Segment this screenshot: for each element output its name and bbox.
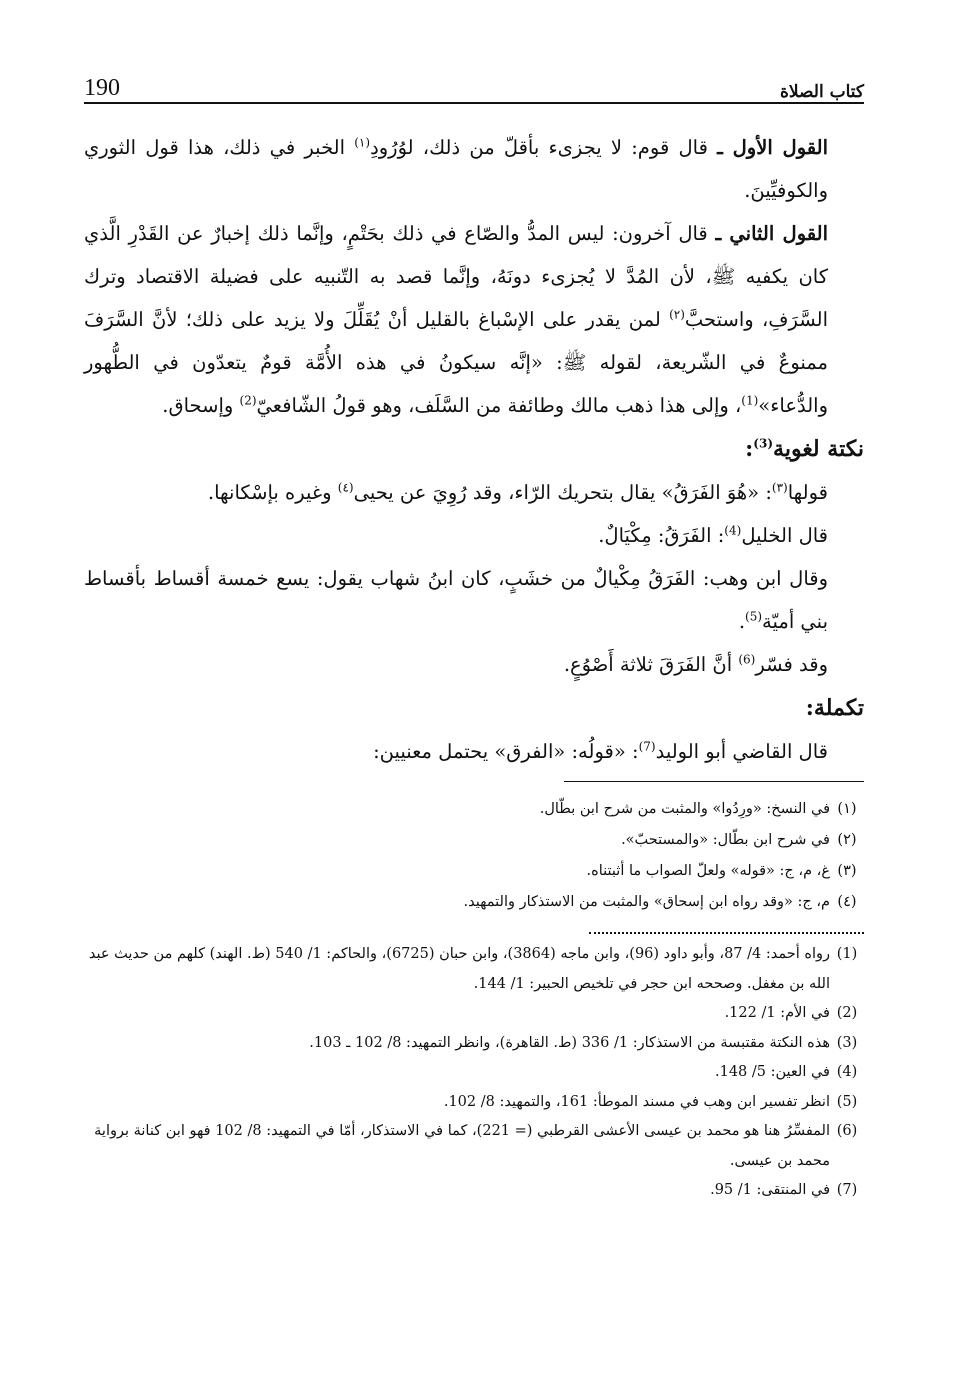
footnote-text: انظر تفسير ابن وهب في مسند الموطأ: 161، والتمهيد: 8/ 102. (443, 1093, 830, 1110)
note-text: أنَّ الفَرَقَ ثلاثة أَصْوُعٍ. (563, 653, 733, 676)
footnote-ref: (4) (724, 523, 742, 538)
footnote-text: هذه النكتة مقتبسة من الاستذكار: 1/ 336 (ط. القاهرة)، وانظر التمهيد: 8/ 102 ـ 103. (309, 1034, 830, 1051)
section-heading-completion: تكملة: (805, 695, 864, 721)
footnote-item (84, 999, 864, 1029)
footnote-ref: (6) (738, 652, 756, 667)
footnote-ref: (١) (354, 135, 371, 150)
footnote-item (84, 1117, 864, 1176)
footnote-number: (٤) (837, 894, 857, 910)
footnote-text: في العين: 5/ 148. (714, 1064, 830, 1080)
footnote-item (84, 1088, 864, 1118)
footnote-number: (4) (836, 1064, 858, 1080)
footnote-item (84, 887, 864, 918)
footnote-number: (٢) (837, 832, 857, 848)
footnote-text: في المنتقى: 1/ 95. (710, 1182, 830, 1198)
note-text: قال الخليل (741, 524, 828, 547)
opinion-2-text-1: قال آخرون: ليس المدُّ والصّاع في ذلك بحَتْمٍ، وإنَّما ذلك إخبارٌ عن القَدْرِ الَّذي كان يكفيه ﷺ، لأن المُدَّ لا يُجزىء دونَهُ، وإنَّما قصد به التّنبيه على فضيلة الاقتصاد وترك السَّرَفِ، واستحبَّ (84, 222, 829, 331)
section-heading-linguistic-note (84, 427, 864, 471)
footnote-item (84, 856, 864, 887)
main-text (84, 126, 864, 773)
opinion-1-paragraph (84, 126, 864, 212)
opinion-1-label: القول الأول ـ (717, 136, 828, 159)
footnote-ref: (7) (638, 739, 656, 754)
footnote-ref: (٢) (669, 307, 685, 322)
footnote-ref: (٤) (337, 480, 354, 495)
book-page (84, 66, 864, 1206)
opinion-2-paragraph (84, 212, 864, 427)
footnote-text: المفسِّرُ هنا هو محمد بن عيسى الأعشى القرطبي (= 221)، كما في الاستذكار، أمّا في التمهيد: 8/ 102 فهو ابن كنانة برواية محمد بن عيسى. (94, 1123, 830, 1169)
footnote-item (84, 1176, 864, 1206)
footnote-number: (3) (836, 1034, 858, 1051)
footnote-item (84, 940, 864, 999)
completion-text: قال القاضي أبو الوليد (655, 740, 828, 763)
footnote-ref: (3) (753, 436, 774, 451)
opinion-2-text-4: وإسحاق. (162, 394, 234, 417)
source-footnotes (84, 940, 864, 1206)
footnote-ref: (1) (741, 393, 759, 408)
variant-footnotes (84, 794, 864, 918)
footnote-ref: (5) (745, 609, 763, 624)
note-text: : «هُوَ الفَرَقُ» يقال بتحريك الرّاء، وقد رُوِيَ عن يحيى (353, 481, 772, 504)
footnote-number: (2) (836, 1005, 858, 1021)
opinion-1-rest: الخبر في ذلك، هذا قول الثوري والكوفيِّينَ. (84, 136, 828, 202)
footnote-text: رواه أحمد: 4/ 87، وأبو داود (96)، وابن ماجه (3864)، وابن حبان (6725)، والحاكم: 1/ 540 (ط. الهند) كلهم من حديث عبد الله بن مغفل. وصححه ابن حجر في تلخيص الحبير: 1/ 144. (88, 946, 830, 992)
chapter-title: كتاب الصلاة (779, 82, 864, 102)
note-line (84, 514, 864, 557)
footnote-item (84, 825, 864, 856)
footnote-separator (564, 781, 864, 782)
dotted-separator (589, 932, 864, 934)
section-heading-text: نكتة لغوية (773, 436, 864, 462)
footnote-number: (5) (836, 1093, 858, 1110)
note-line (84, 557, 864, 643)
note-text: قولها (787, 481, 828, 504)
footnote-number: (6) (836, 1123, 858, 1139)
footnote-number: (١) (837, 801, 857, 817)
note-text: : الفَرَقُ: مِكْيَالٌ. (598, 524, 725, 547)
footnote-ref: (2) (239, 393, 257, 408)
footnote-text: غ، م، ج: «قوله» ولعلّ الصواب ما أثبتناه. (586, 863, 830, 879)
note-line (84, 643, 864, 686)
footnote-number: (٣) (837, 863, 857, 879)
opinion-1-text: قال قوم: لا يجزىء بأقلّ من ذلك، لوُرُودِ (370, 136, 708, 159)
opinion-2-text-2: لمن يقدر على الإسْباغ بالقليل أنْ يُقَلِّلَ ولا يزيد على ذلك؛ لأنَّ السَّرَفَ ممنوعٌ في الشّريعة، لقوله ﷺ: «إنَّه سيكونُ في هذه الأُمَّة قومٌ يتعدّون في الطُّهور والدُّعاء» (84, 308, 828, 417)
footnote-number: (1) (836, 946, 858, 962)
footnote-text: في شرح ابن بطّال: «والمستحبّ». (621, 832, 830, 848)
footnote-text: في النسخ: «ورِدُوا» والمثبت من شرح ابن بطّال. (539, 801, 830, 817)
footnote-item (84, 1029, 864, 1059)
footnote-number: (7) (836, 1182, 858, 1198)
footnote-item (84, 1058, 864, 1088)
note-text: وغيره بإسْكانها. (207, 481, 332, 504)
opinion-2-label: القول الثاني ـ (715, 222, 828, 245)
footnote-text: م، ج: «وقد رواه ابن إسحاق» والمثبت من الاستذكار والتمهيد. (463, 894, 830, 910)
page-header (84, 66, 864, 104)
page-number: 190 (84, 75, 120, 101)
note-line (84, 471, 864, 514)
footnote-item (84, 794, 864, 825)
note-text: وقال ابن وهب: الفَرَقُ مِكْيالٌ من خشَبٍ، كان ابنُ شهاب يقول: يسع خمسة أقساط بأقساط بني أميّة (84, 567, 828, 633)
footnote-text: في الأم: 1/ 122. (724, 1005, 830, 1021)
completion-text: : «قولُه: «الفرق» يحتمل معنيين: (373, 740, 639, 763)
note-text: . (738, 610, 746, 633)
note-text: وقد فسّر (755, 653, 828, 676)
opinion-2-text-3: ، وإلى هذا ذهب مالك وطائفة من السَّلَف، وهو قولُ الشّافعيّ (256, 394, 742, 417)
completion-paragraph (84, 730, 864, 773)
footnote-ref: (٣) (771, 480, 788, 495)
section-heading-colon: : (745, 436, 754, 462)
